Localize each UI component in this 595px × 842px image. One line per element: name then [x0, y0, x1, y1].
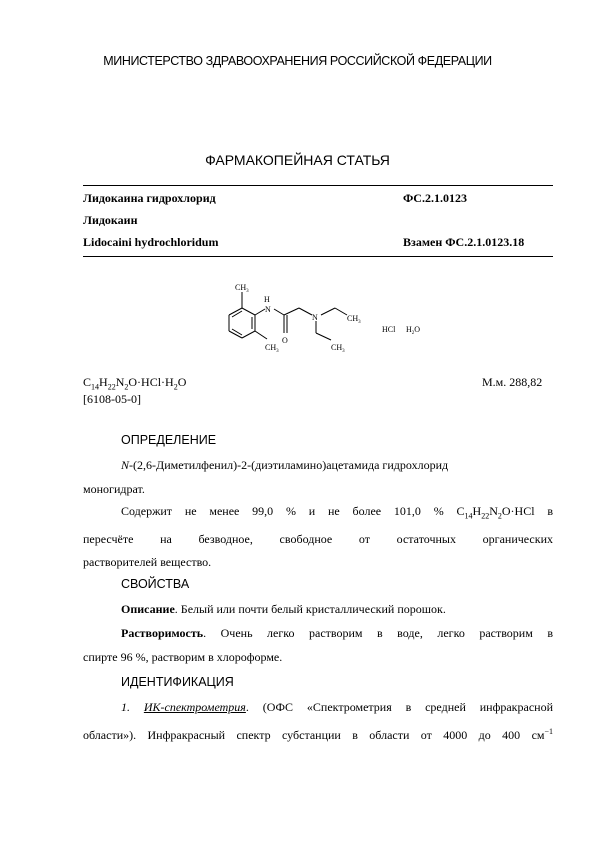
structure-bonds — [229, 292, 347, 340]
section-properties: СВОЙСТВА — [121, 577, 190, 591]
document-title: ФАРМАКОПЕЙНАЯ СТАТЬЯ — [205, 152, 390, 168]
ethyl-ch3-upper-label: $CH_3$ — [347, 314, 361, 325]
carbonyl-o-label: O — [282, 336, 288, 345]
water-label: $H_2O$ — [406, 325, 421, 336]
header-top-rule — [83, 185, 553, 186]
ir-paragraph: 1. ИК-спектрометрия. (ОФС «Спектрометрия в средней инфракрасной области»). Инфракрасный спектр субстанции в области от 4000 до 400 $см^{-1}$ — [83, 700, 553, 742]
amine-n-label: N — [312, 313, 318, 322]
molecular-formula: $C_{14}H_{22}N_2O\cdot HCl\cdot H_2O$ — [83, 375, 187, 392]
methyl-ring-label: $CH_3$ — [265, 343, 279, 354]
content-paragraph: Содержит не менее 99,0 % и не более 101,0 % $C_{14}H_{22}N_2O\cdot HCl$ в пересчёте на безводное, свободное от остаточных органических растворителей вещество. — [83, 504, 553, 570]
amide-nh-h-label: H — [264, 295, 270, 304]
replaces-code: Взамен ФС.2.1.0123.18 — [403, 235, 525, 249]
amide-n-label: N — [265, 305, 271, 314]
article-code: ФС.2.1.0123 — [403, 191, 467, 205]
name-russian: Лидокаина гидрохлорид — [83, 191, 216, 205]
description-paragraph: Описание. Белый или почти белый кристаллический порошок. — [121, 602, 446, 616]
methyl-top-label: $CH_3$ — [235, 283, 249, 294]
hcl-label: HCl — [382, 325, 396, 334]
solubility-paragraph: Растворимость. Очень легко растворим в воде, легко растворим в спирте 96 %, растворим в хлороформе. — [83, 626, 553, 664]
name-russian-short: Лидокаин — [83, 213, 138, 227]
definition-paragraph: N-(2,6-Диметилфенил)-2-(диэтиламино)ацетамида гидрохлорид моногидрат. — [83, 458, 449, 496]
molecular-weight: М.м. 288,82 — [482, 375, 543, 389]
ministry-heading: МИНИСТЕРСТВО ЗДРАВООХРАНЕНИЯ РОССИЙСКОЙ ФЕДЕРАЦИИ — [103, 54, 492, 68]
section-identification: ИДЕНТИФИКАЦИЯ — [121, 675, 234, 689]
header-bottom-rule — [83, 256, 553, 257]
name-latin: Lidocaini hydrochloridum — [83, 235, 219, 249]
ethyl-ch3-lower-label: $CH_3$ — [331, 343, 345, 354]
structural-formula — [195, 275, 445, 370]
cas-number: [6108-05-0] — [83, 392, 141, 406]
section-definition: ОПРЕДЕЛЕНИЕ — [121, 433, 217, 447]
